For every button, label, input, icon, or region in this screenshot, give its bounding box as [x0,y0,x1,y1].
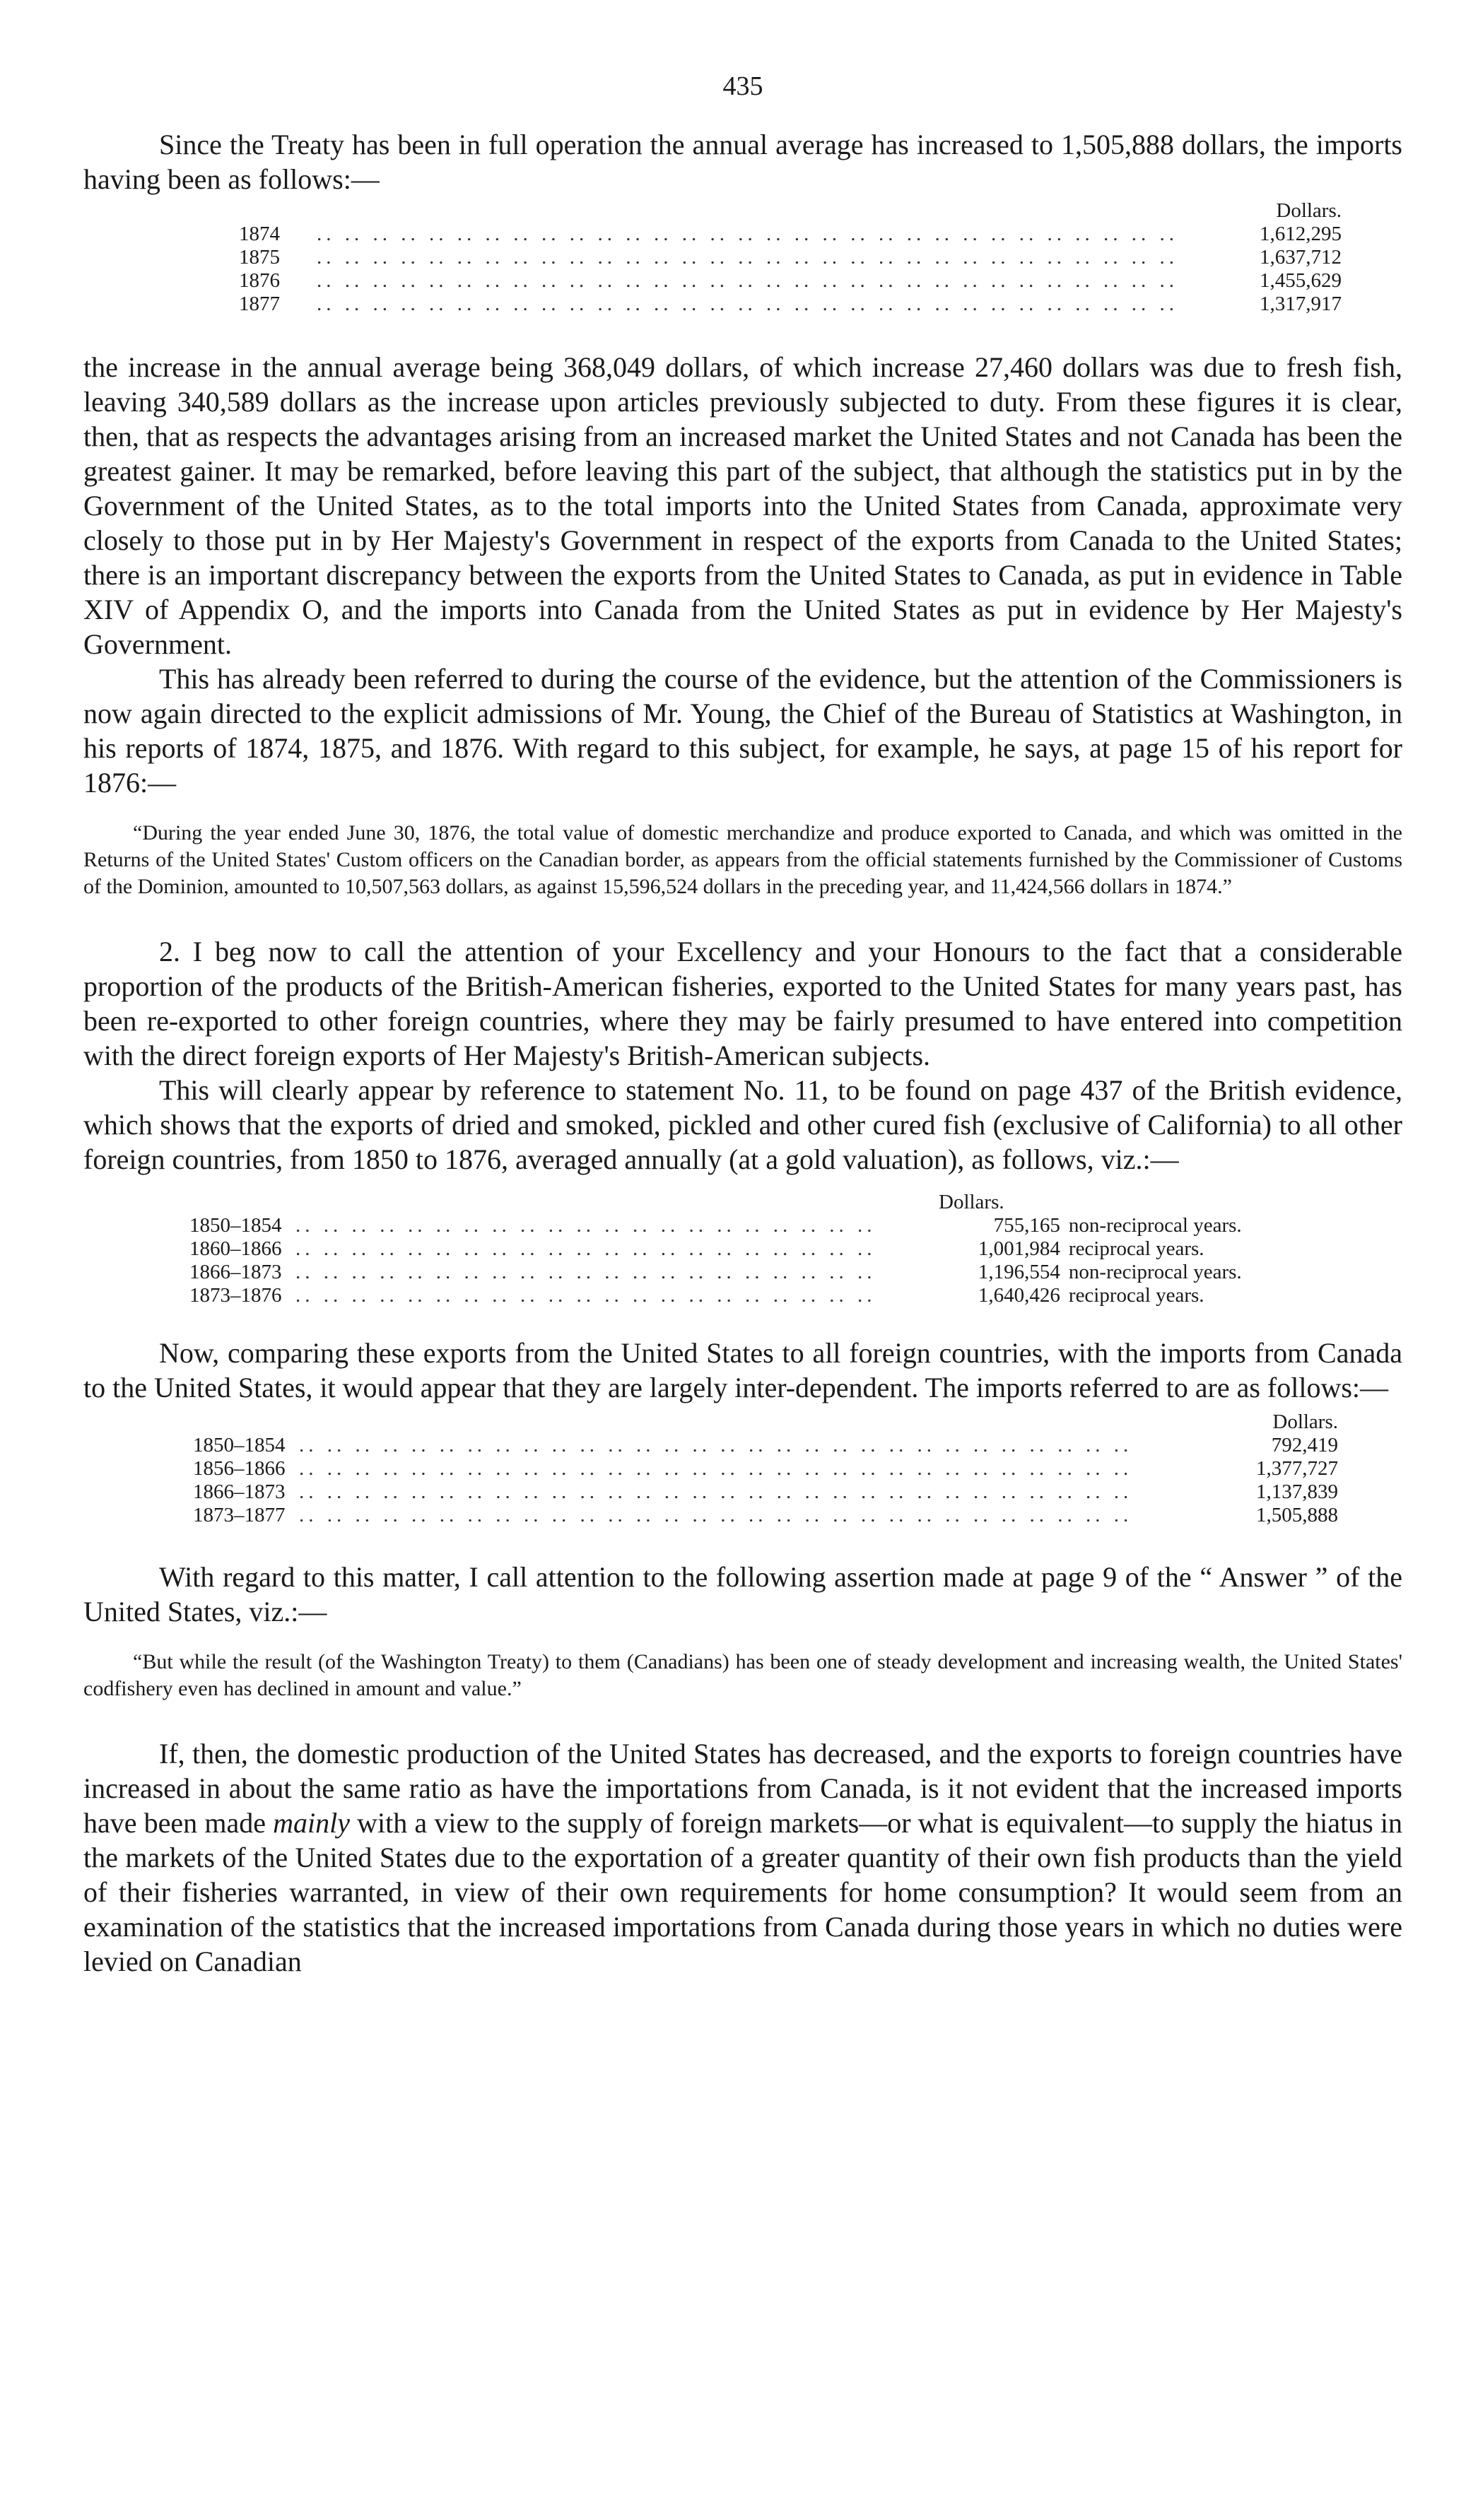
table-row [239,223,1342,246]
value-cell: 1,317,917 [1260,293,1342,315]
table-row [193,1504,1338,1527]
year-cell: 1875 [239,246,280,269]
table-row [193,1457,1338,1480]
note-cell: reciprocal years. [1068,1237,1204,1260]
quotation-answer: “But while the result (of the Washington Treaty) to them (Canadians) has been one of steady development and increasing wealth, the United States' codfishery even has declined in amount and value.” [83,1650,1402,1700]
table-row [189,1261,1356,1284]
paragraph-section-2: 2. I beg now to call the attention of your Excellency and your Honours to the fact that a considerable proportion of the products of the British-American fisheries, exported to the United States for many years past, has been re-exported to other foreign countries, where they may be fairly presumed to have entered into competition with the direct foreign exports of Her Majesty's British-American subjects. [83,936,1402,1071]
table-unit: Dollars. [1276,199,1342,222]
value-cell: 792,419 [1271,1434,1338,1456]
table-row [189,1214,1356,1237]
year-cell: 1877 [239,293,280,315]
paragraph-intro: Since the Treaty has been in full operation the annual average has increased to 1,505,888 dollars, the imports having been as follows:— [83,129,1402,195]
table-row [239,269,1342,293]
paragraph-if-then [83,1736,1402,1979]
table-row [193,1480,1338,1504]
leader-dots: .. .. .. .. .. .. .. .. .. .. .. .. .. .. .. .. .. .. .. .. .. .. .. .. .. .. .. .. .. .. .. [317,269,1178,292]
paragraph-text: with a view to the supply of foreign markets—or what is equivalent—to supply the hiatus in the markets of the United States due to the exportation of a greater quantity of their own fish products than the yield of their fisheries warranted, in view of their own requirements for home consumption? It would seem from an examination of the statistics that the increased importations from Canada during those years in which no duties were levied on Canadian [83,1807,1402,1977]
imports-table-1850-1877 [193,1411,1338,1527]
period-cell: 1866–1873 [193,1480,286,1503]
table-row [189,1284,1356,1307]
table-row [189,1237,1356,1261]
imports-table-1874-1877 [239,199,1342,316]
leader-dots: .. .. .. .. .. .. .. .. .. .. .. .. .. .. .. .. .. .. .. .. .. [295,1214,876,1237]
leader-dots: .. .. .. .. .. .. .. .. .. .. .. .. .. .. .. .. .. .. .. .. .. [295,1284,876,1307]
paragraph-comparing: Now, comparing these exports from the United States to all foreign countries, with the imports from Canada to the United States, it would appear that they are largely inter-dependent. The imports referred to are as follows:— [83,1337,1402,1403]
note-cell: non-reciprocal years. [1068,1261,1242,1283]
paragraph-attention: This has already been referred to during the course of the evidence, but the attention of the Commissioners is now again directed to the explicit admissions of Mr. Young, the Chief of the Bureau of Statistics at Washington, in his reports of 1874, 1875, and 1876. With regard to this subject, for example, he says, at page 15 of his report for 1876:— [83,663,1402,799]
quotation-young-report: “During the year ended June 30, 1876, the total value of domestic merchandize and produce exported to Canada, and which was omitted in the Returns of the United States' Custom officers on the Canadian border, as appears from the official statements furnished by the Commissioner of Customs of the Dominion, amounted to 10,507,563 dollars, as against 15,596,524 dollars in the preceding year, and 11,424,566 dollars in 1874.” [83,821,1402,898]
leader-dots: .. .. .. .. .. .. .. .. .. .. .. .. .. .. .. .. .. .. .. .. .. .. .. .. .. .. .. .. .. .. .. [317,223,1178,245]
value-cell: 755,165 [993,1214,1060,1237]
value-cell: 1,612,295 [1260,223,1342,245]
year-cell: 1874 [239,223,280,245]
emphasis-mainly: mainly [273,1807,350,1839]
paragraph-text: If, then, the domestic production of the United States has decreased, and the exports to foreign countries have increased in about the same ratio as have the importations from Canada, is it not evident that the increased imports have been made [83,1738,1402,1839]
table-row [239,246,1342,269]
paragraph-increase: the increase in the annual average being 368,049 dollars, of which increase 27,460 dollars was due to fresh fish, leaving 340,589 dollars as the increase upon articles previously subjected to duty. From these figures it is clear, then, that as respects the advantages arising from an increased market the United States and not Canada has been the greatest gainer. It may be remarked, before leaving this part of the subject, that although the statistics put in by the Government of the United States, as to the total imports into the United States from Canada, approximate very closely to those put in by Her Majesty's Government in respect of the exports from Canada to the United States; there is an important discrepancy between the exports from the United States to Canada, as put in evidence in Table XIV of Appendix O, and the imports into Canada from the United States as put in evidence by Her Majesty's Government. [83,351,1402,660]
value-cell: 1,137,839 [1256,1480,1338,1503]
period-cell: 1850–1854 [189,1214,282,1237]
value-cell: 1,001,984 [978,1237,1060,1260]
leader-dots: .. .. .. .. .. .. .. .. .. .. .. .. .. .. .. .. .. .. .. .. .. .. .. .. .. .. .. .. .. .. .. [317,293,1178,315]
table-unit: Dollars. [939,1191,1004,1213]
paragraph-statement-11: This will clearly appear by reference to statement No. 11, to be found on page 437 of the British evidence, which shows that the exports of dried and smoked, pickled and other cured fish (exclusive of California) to all other foreign countries, from 1850 to 1876, averaged annually (at a gold valuation), as follows, viz.:— [83,1074,1402,1175]
note-cell: non-reciprocal years. [1068,1214,1242,1237]
value-cell: 1,377,727 [1256,1457,1338,1480]
leader-dots: .. .. .. .. .. .. .. .. .. .. .. .. .. .. .. .. .. .. .. .. .. .. .. .. .. .. .. .. .. .. [299,1480,1133,1503]
period-cell: 1856–1866 [193,1457,286,1480]
exports-table-1850-1876 [189,1191,1356,1307]
period-cell: 1866–1873 [189,1261,282,1283]
paragraph-regard: With regard to this matter, I call attention to the following assertion made at page 9 of the “ Answer ” of the United States, viz.:— [83,1561,1402,1627]
note-cell: reciprocal years. [1068,1284,1204,1307]
leader-dots: .. .. .. .. .. .. .. .. .. .. .. .. .. .. .. .. .. .. .. .. .. .. .. .. .. .. .. .. .. .. [299,1457,1133,1480]
value-cell: 1,640,426 [978,1284,1060,1307]
value-cell: 1,196,554 [978,1261,1060,1283]
leader-dots: .. .. .. .. .. .. .. .. .. .. .. .. .. .. .. .. .. .. .. .. .. .. .. .. .. .. .. .. .. .. [299,1434,1133,1456]
table-unit: Dollars. [1272,1411,1338,1433]
table-row [193,1434,1338,1457]
leader-dots: .. .. .. .. .. .. .. .. .. .. .. .. .. .. .. .. .. .. .. .. .. [295,1261,876,1283]
period-cell: 1873–1877 [193,1504,286,1526]
leader-dots: .. .. .. .. .. .. .. .. .. .. .. .. .. .. .. .. .. .. .. .. .. .. .. .. .. .. .. .. .. .. [299,1504,1133,1526]
period-cell: 1850–1854 [193,1434,286,1456]
leader-dots: .. .. .. .. .. .. .. .. .. .. .. .. .. .. .. .. .. .. .. .. .. .. .. .. .. .. .. .. .. .. .. [317,246,1178,269]
year-cell: 1876 [239,269,280,292]
period-cell: 1860–1866 [189,1237,282,1260]
period-cell: 1873–1876 [189,1284,282,1307]
table-row [239,293,1342,316]
value-cell: 1,637,712 [1260,246,1342,269]
leader-dots: .. .. .. .. .. .. .. .. .. .. .. .. .. .. .. .. .. .. .. .. .. [295,1237,876,1260]
value-cell: 1,505,888 [1256,1504,1338,1526]
value-cell: 1,455,629 [1260,269,1342,292]
page-number: 435 [722,71,763,101]
